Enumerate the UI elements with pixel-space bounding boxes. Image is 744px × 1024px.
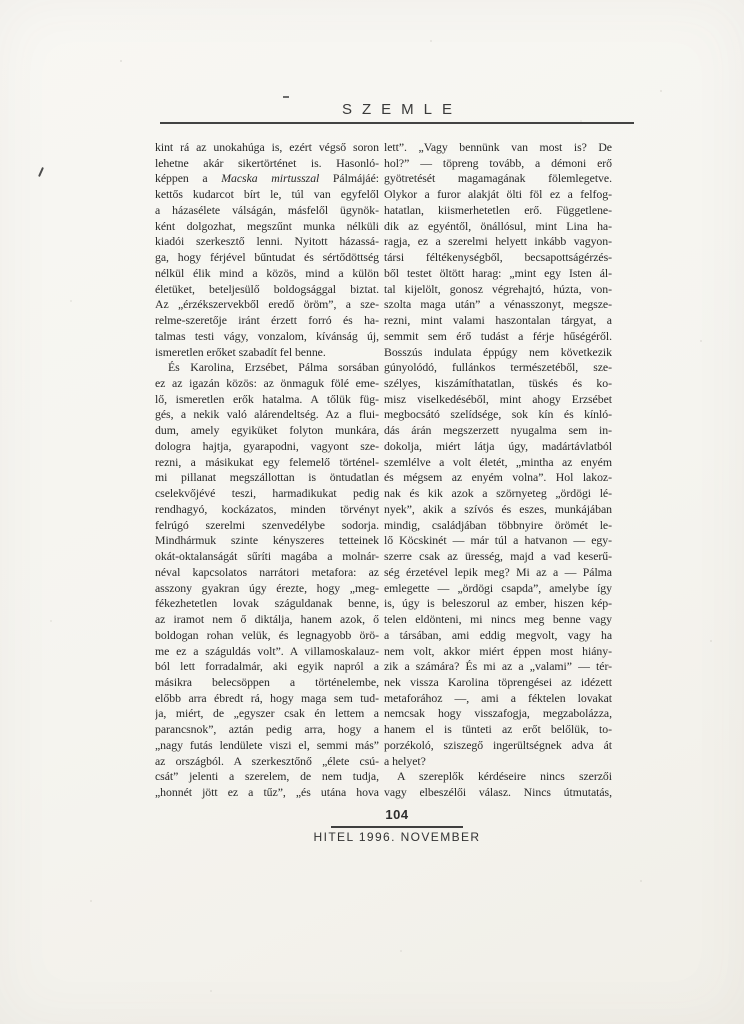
journal-imprint: HITEL 1996. NOVEMBER	[313, 830, 481, 844]
text-line: kettős kudarcot bírt le, túl van egyfelől	[155, 187, 379, 202]
text-line: szemlélve a volt életét, „mintha az enyém	[384, 454, 612, 469]
text-line: talmas testi vágy, vonzalom, kívánság új,	[155, 328, 379, 343]
text-line: mindig, családjában többnyire örömét le-	[384, 517, 612, 532]
text-line: szerre csak az üresség, majd a vad keserű-	[384, 549, 612, 564]
text-line: az iramot nem ő diktálja, hanem azok, ő	[155, 612, 379, 627]
text-line: „nagy futás lendülete viszi el, semmi más”	[155, 737, 379, 752]
text-line: ragja, ez a szerelmi helyett inkább vagyon-	[384, 234, 612, 249]
text-line: mi pillanat megszállottan is öntudatlan	[155, 470, 379, 485]
text-line: kint rá az unokahúga is, ezért végső soron	[155, 140, 379, 154]
text-line: ja, miért, de „egyszer csak én lettem a	[155, 706, 379, 721]
text-line: ként dolgozhat, megszűnt munka nélküli	[155, 218, 379, 233]
text-line: képpen a Macska mirtusszal Pálmájáé:	[155, 171, 379, 186]
text-line: másikra belecsöppen a történelembe,	[155, 674, 379, 689]
text-line: És Karolina, Erzsébet, Pálma sorsában	[168, 360, 379, 375]
text-line: rezni, a másikukat egy felemelő történel-	[155, 454, 379, 469]
text-line: a társában, ami eddig megvolt, vagy ha	[384, 627, 612, 642]
text-line: semmit sem érő tudást a férje hűségéről.	[384, 328, 612, 343]
text-line: dás árán megszerzett nyugalma sem in-	[384, 423, 612, 438]
text-line: lő Köcskinét — már túl a hatvanon — egy-	[384, 533, 612, 548]
text-line: ga, hogy férjével bűntudat és sértődöttség	[155, 250, 379, 265]
text-line: szélyes, kiszámíthatatlan, tüskés és ko-	[384, 376, 612, 391]
text-line: asszony gyakran úgy érezte, hogy „meg-	[155, 580, 379, 595]
text-line: társi féltékenységből, becsapottságérzés-	[384, 250, 612, 265]
text-line: cselekvőjévé teszi, harmadikukat pedig	[155, 486, 379, 501]
text-line: porzékoló, sziszegő ingerültségnek adva át	[384, 737, 612, 752]
text-line: „honnét jött ez a tűz”, „és utána hova	[155, 785, 379, 800]
text-line: ség érzetével lepik meg? Mi az a — Pálma	[384, 564, 612, 579]
text-line: lett”. „Vagy bennünk van most is? De	[384, 140, 612, 154]
text-line: tal kijelölt, gonosz végrehajtó, húzta, von-	[384, 281, 612, 296]
header-rule	[160, 122, 634, 124]
footer-rule	[331, 826, 463, 828]
text-line: boldogan rohan velük, és legnagyobb örö-	[155, 627, 379, 642]
text-line: vagy elbeszélői válasz. Nincs útmutatás,	[384, 785, 612, 800]
text-line: ből testet öltött harag: „mint egy Isten ál-	[384, 265, 612, 280]
text-line: gúnyolódó, fullánkos természetéből, sze-	[384, 360, 612, 375]
text-line: csát” jelenti a szerelem, de nem tudja,	[155, 769, 379, 784]
text-line: metaforához —, ami a féktelen lovakat	[384, 690, 612, 705]
text-line: és mégsem az enyém volna”. Hol lakoz-	[384, 470, 612, 485]
text-line: ból lett forradalmár, aki egyik napról a	[155, 659, 379, 674]
text-line: nek vissza Karolina töprengései az idézett	[384, 674, 612, 689]
text-line: lő, ismeretlen erők hatalma. A tőlük füg-	[155, 391, 379, 406]
text-line: kiadói szerkesztő lenni. Nyitott házassá-	[155, 234, 379, 249]
text-line: A szereplők kérdéseire nincs szerzői	[397, 769, 612, 784]
text-line: Mindhármuk szinte kényszeres tetteinek	[155, 533, 379, 548]
text-line: Bosszús indulata éppúgy nem következik	[384, 344, 612, 359]
text-line: gyötretését magamagának fölemlegetve.	[384, 171, 612, 186]
text-line: rendhagyó, kockázatos, minden törvényt	[155, 501, 379, 516]
text-line: szolta maga után” a vénasszonyt, megsze-	[384, 297, 612, 312]
text-line: néval kapcsolatos narrátori metafora: az	[155, 564, 379, 579]
text-line: életüket, beteljesülő boldogsággal biztat.	[155, 281, 379, 296]
text-line: gés, a nekik való alárendeltség. Az a flui-	[155, 407, 379, 422]
text-line: hol?” — töpreng tovább, a démoni erő	[384, 155, 612, 170]
text-line: hatatlan, kiismerhetetlen erő. Függetlene-	[384, 202, 612, 217]
text-line: relme-szeretője iránt érzett forró és ha-	[155, 313, 379, 328]
text-line: nyek”, akik a szívós és eszes, munkájában	[384, 501, 612, 516]
text-line: is, úgy is beleszorul az ember, hiszen kép-	[384, 596, 612, 611]
right-text-column	[384, 140, 612, 801]
text-line: dokolja, miért látja úgy, madártávlatból	[384, 438, 612, 453]
text-line: okát-oktalanságát sűríti magába a molnár-	[155, 549, 379, 564]
text-line: a helyet?	[384, 753, 426, 768]
text-line: ez az igazán közös: az önmaguk fölé eme-	[155, 376, 379, 391]
text-line: a házasélete válságán, másfelől ügynök-	[155, 202, 379, 217]
scan-artifact-dash	[283, 96, 289, 98]
text-line: telen eldönteni, mi nincs meg benne vagy	[384, 612, 612, 627]
text-line: előbb arra ébredt rá, hogy maga sem tud-	[155, 690, 379, 705]
text-line: megbocsátó szelídsége, sok kín és kínló-	[384, 407, 612, 422]
page-number: 104	[385, 807, 409, 822]
text-line: lehetne akár sikertörténet is. Hasonló-	[155, 155, 379, 170]
text-line: parancsnok”, aztán pedig arra, hogy a	[155, 722, 379, 737]
book-title-italic: Macska mirtusszal	[221, 171, 320, 186]
left-text-column	[155, 140, 379, 801]
margin-pen-mark	[38, 167, 44, 177]
section-header-title: SZEMLE	[341, 101, 462, 118]
text-line: nem volt, akkor miért éppen most hiány-	[384, 643, 612, 658]
text-line: dologra hajtja, gyarapodni, vagyont sze-	[155, 438, 379, 453]
text-line: zik a számára? És mi az a „valami” — tér-	[384, 659, 612, 674]
text-line: misz viselkedéséből, mint ahogy Erzsébet	[384, 391, 612, 406]
text-line: dum, amely egyiküket folyton munkára,	[155, 423, 379, 438]
text-line: emlegette — „ördögi csapda”, amelybe így	[384, 580, 612, 595]
text-line: rezni, mint valami haszontalan tárgyat, a	[384, 313, 612, 328]
text-line: felrúgó szerelmi szenvedélybe sodorja.	[155, 517, 379, 532]
text-line: Az „érzékszervekből eredő öröm”, a sze-	[155, 297, 379, 312]
text-line: fékezhetetlen lovak száguldanak benne,	[155, 596, 379, 611]
text-line: Olykor a furor alakját ölti föl ez a felfog-	[384, 187, 612, 202]
text-line: ismeretlen erőket szabadít fel benne.	[155, 344, 326, 359]
text-line: me ez a száguldás volt”. A villamoskalauz-	[155, 643, 379, 658]
scan-noise	[0, 0, 2, 2]
text-line: az országból. A szerkesztőnő „élete csú-	[155, 753, 379, 768]
text-line: hanem el is tünteti az erőt belőlük, to-	[384, 722, 612, 737]
text-line: nemcsak hogy visszafogja, megzabolázza,	[384, 706, 612, 721]
text-line: nak és kik azok a szörnyeteg „ördögi lé-	[384, 486, 612, 501]
text-line: nélkül élik mind a közös, mind a külön	[155, 265, 379, 280]
text-line: dik az egyéntől, önállósul, mint Lina ha-	[384, 218, 612, 233]
